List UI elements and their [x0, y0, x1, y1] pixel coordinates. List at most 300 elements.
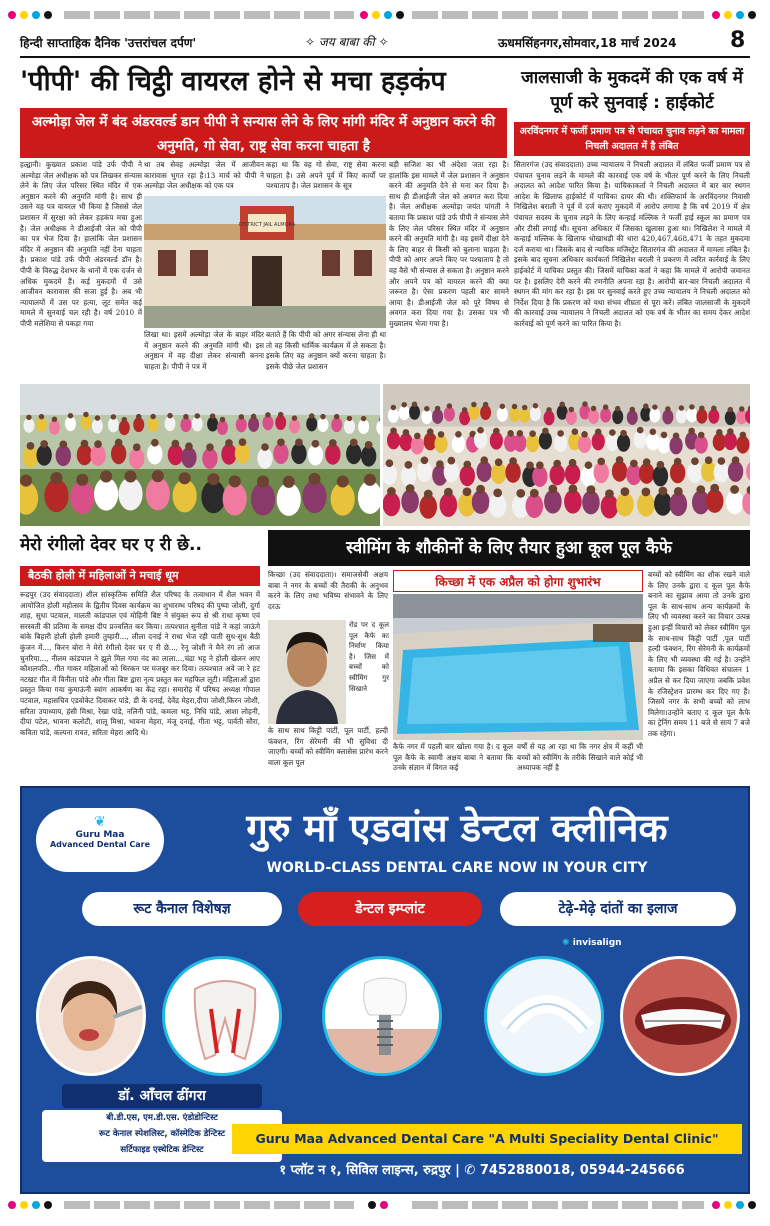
crowd-head	[529, 430, 536, 437]
crowd-head	[337, 475, 349, 487]
crowd-head	[517, 430, 524, 437]
crowd-figure	[118, 478, 142, 511]
crowd-figure	[70, 481, 94, 514]
crowd-head	[493, 488, 502, 497]
crowd-head	[728, 407, 734, 413]
crowd-head	[559, 402, 565, 408]
crowd-figure	[401, 489, 419, 513]
crowd-figure	[80, 415, 91, 430]
crowd-figure	[444, 406, 455, 421]
tooth-logo-icon: ❦	[94, 814, 106, 830]
crowd-head	[447, 403, 453, 409]
crowd-figure	[578, 435, 591, 453]
crowd-head	[462, 407, 468, 413]
crowd-figure	[308, 444, 323, 465]
crowd-figure	[44, 479, 68, 512]
crowd-head	[334, 414, 340, 420]
crowd-head	[572, 428, 579, 435]
lead-headline: 'पीपी' की चिट्ठी वायरल होने से मचा हड़कंप	[20, 66, 446, 97]
masthead	[20, 28, 750, 58]
crowd-figure	[637, 493, 655, 517]
crowd-figure	[452, 435, 465, 453]
aligner-illustration	[484, 956, 604, 1076]
crowd-figure	[419, 495, 437, 519]
crowd-head	[548, 484, 557, 493]
crowd-head	[643, 458, 651, 466]
crowd-figure	[600, 408, 611, 423]
braces-smile-photo	[620, 956, 740, 1076]
crowd-head	[698, 432, 705, 439]
crowd-head	[605, 489, 614, 498]
invisalign-badge: ✺ invisalign	[562, 938, 622, 948]
ornament-icon: ✧	[378, 35, 389, 49]
crowd-figure	[388, 408, 399, 423]
crowd-head	[533, 403, 539, 409]
crowd-head	[94, 440, 102, 448]
lead-col-3a: कहा था कि वह गो सेवा, राष्ट्र सेवा करना चाहता है। उसे अपने पूर्व में किए कार्यों पर पश्चाताप है। जेल प्रशासन के सूत्र	[266, 160, 386, 191]
ad-tagline: WORLD-CLASS DENTAL CARE NOW IN YOUR CITY	[266, 860, 648, 876]
crowd-head	[421, 456, 429, 464]
crowd-head	[493, 428, 500, 435]
crowd-figure	[627, 410, 638, 425]
crowd-head	[50, 472, 62, 484]
crowd-figure	[564, 490, 582, 514]
crowd-figure	[509, 407, 520, 422]
bottom-color-strip	[0, 1198, 770, 1212]
ad-contact	[222, 1160, 742, 1182]
crowd-head	[661, 432, 668, 439]
crowd-head	[347, 416, 353, 422]
crowd-head	[26, 415, 32, 421]
holi-headline: मेरो रंगीलो देवर घर ए री छे..	[20, 535, 202, 555]
crowd-figure	[346, 443, 361, 464]
crowd-figure	[657, 436, 670, 454]
crowd-head	[185, 442, 193, 450]
crowd-head	[81, 440, 89, 448]
crowd-figure	[411, 437, 424, 455]
crowd-head	[471, 402, 477, 408]
crowd-head	[20, 474, 32, 486]
crowd-head	[699, 405, 705, 411]
crowd-figure	[687, 462, 702, 483]
crowd-head	[711, 406, 717, 412]
crowd-head	[435, 406, 441, 412]
crowd-head	[111, 414, 117, 420]
crowd-figure	[480, 405, 491, 420]
crowd-head	[124, 470, 136, 482]
crowd-figure	[513, 434, 526, 452]
crowd-head	[542, 428, 549, 435]
crowd-head	[329, 439, 337, 447]
crowd-figure	[119, 420, 130, 435]
top-color-strip	[0, 8, 770, 22]
crowd-head	[463, 461, 471, 469]
crowd-figure	[146, 477, 170, 510]
crowd-head	[68, 413, 74, 419]
crowd-figure	[421, 409, 432, 424]
crowd-figure	[601, 495, 619, 519]
crowd-head	[718, 457, 726, 465]
crowd-head	[740, 432, 747, 439]
crowd-head	[553, 460, 561, 468]
crowd-figure	[251, 483, 275, 516]
service-implant: डेन्टल इम्प्लांट	[298, 892, 482, 926]
crowd-head	[536, 461, 544, 469]
crowd-head	[483, 402, 489, 408]
crowd-head	[688, 428, 695, 435]
crowd-head	[569, 459, 577, 467]
crowd-head	[412, 402, 418, 408]
crowd-head	[476, 485, 485, 494]
crowd-head	[727, 428, 734, 435]
crowd-figure	[654, 492, 672, 516]
court-headline: जालसाजी के मुकदमें की एक वर्ष में पूर्ण करे सुनवाई : हाईकोर्ट	[521, 68, 743, 113]
crowd-head	[597, 458, 605, 466]
crowd-head	[436, 460, 444, 468]
crowd-head	[133, 443, 141, 451]
crowd-head	[643, 403, 649, 409]
dental-implant-illustration	[322, 956, 442, 1076]
crowd-figure	[223, 482, 247, 515]
crowd-head	[206, 443, 214, 451]
crowd-head	[309, 413, 315, 419]
crowd-head	[283, 476, 295, 488]
crowd-figure	[662, 409, 673, 424]
lamp-icon: ✧	[305, 35, 316, 49]
crowd-figure	[742, 491, 750, 515]
crowd-head	[179, 472, 191, 484]
crowd-figure	[217, 420, 228, 435]
crowd-head	[391, 405, 397, 411]
crowd-head	[427, 428, 434, 435]
crowd-figure	[302, 480, 326, 513]
crowd-head	[615, 406, 621, 412]
crowd-head	[609, 429, 616, 436]
holi-event-photo-1	[20, 384, 380, 526]
crowd-figure	[728, 461, 743, 482]
crowd-head	[136, 414, 142, 420]
crowd-figure	[582, 490, 600, 514]
crowd-head	[387, 487, 396, 496]
page-number: 8	[730, 28, 746, 53]
crowd-head	[665, 406, 671, 412]
crowd-head	[100, 470, 112, 482]
doctor-name: डॉ. आँचल ढींगरा	[62, 1084, 262, 1108]
crowd-head	[585, 461, 593, 469]
crowd-head	[150, 414, 156, 420]
crowd-head	[239, 414, 245, 420]
holi-body: रूद्रपुर (उद संवाददाता) शील सांस्कृतिक समिति शैल परिषद के तत्वाधान में शैल भवन में आयोजित होली महोत्सव के द्वितीय दिवस कार्यक्रम का शुभारम्भ परिषद की पुष्पा जोशी, दुर्गा शाह, सुधा पटवाल, मालती कांडपाल एवं मोहिनी बिष्ट ने संयुक्त रूप से श्री राधा कृष्ण एवं सरस्वती की प्रतिमा के समक्ष दीप प्रज्वलित कर किया। तत्पश्चात सुनीता पांडे ने कहां जाऊंगे बांके बिहारी होली होली हमारी तुम्हारी..., लीला दनाई ने राधा भेज रही पाती सुध-सुध बैठी कुंजन में..., किरन बोरा ने मेरो रंगीलो देवर घर ए री छे..., रेनू जोशी ने मैने रंग लो आज चुनरिया..., नीलम कांडपाल ने झूले मिल गया नंद का लाला...,चंद्रा भट्ट ने होली खेलन आए कौशलपति.. गीत गाकर महिलाओं को थिरकन पर मजबूर कर दिया। तत्पश्चात अवे जा रे हट नटखट गीत में विनीता पांडे और गीता बिष्ट द्वारा नृत्य प्रस्तुत कर महफिल लूटी। महिलाओं द्वारा प्रस्तुत किया गया कुमाऊंनी स्वांग आकर्षण का केंद्र रहा। समारोह में परिषद अध्यक्ष गोपाल पटवाल, महासचिव एडवोकेट दिवाकर पांडे, डी के दनाई, देवेंद्र मेहरा,दीपा जोशी,किरन जोशी, सरिता उपाध्याय, हंसी मिश्रा, रेखा पांडे, नलिनी पांडे, कमला भट्ट, निधि पांडे, आशा लोहनी, दीपा पटेल, भावना कलोटी, शालू मिश्रा, भावना मेहरा, मंजू दनाई, गीता भट्ट, पार्वती सौरा, कविता पांडे, कल्पना रावत, सरिता मेहरा आदि थे।	[20, 590, 260, 737]
crowd-figure	[519, 408, 530, 423]
crowd-head	[277, 438, 285, 446]
lead-col-4: बड़ी सजिश का भी अंदेशा जता रहा है। हालांकि इस मामले में जेल प्रशासन ने अनुष्ठान करने की अनुमति देने से मना कर दिया है। साथ ही डीआईजी जेल को अवगत करा दिया है। जेल अधीक्षक अल्मोड़ा जयंत पांगती ने बताया कि प्रकाश पांडे उर्फ पीपी ने संन्यास लेने के लिए जेल परिसर स्थित मंदिर में अनुष्ठान करने की अनुमति मांगी है। वह इसमें दीक्षा देने के लिए बाहर से किसी को बुलाना चाहता है। पीपी को अगर अपने किए पर पश्चाताप है तो वह वैसे भी संन्यास ले सकता है। अनुष्ठान करने और अपने पत्र को वायरल करने की क्या जरूरत है। ऐसा प्रकरण पहली बार सामने आया है। डीआईजी जेल को पूरे विषय से अवगत करा दिया गया है। उसका पत्र भी मुख्यालय भेजा गया है।	[389, 160, 509, 328]
lead-subheadline: अल्मोड़ा जेल में बंद अंडरवर्ल्ड डान पीपी ने सन्यास लेने के लिए मांगी मंदिर में अनुष्ठान करने की अनुमति, गो सेवा, राष्ट्र सेवा करना चाहता है	[20, 108, 507, 158]
crowd-head	[115, 439, 123, 447]
ad-title: गुरु माँ एडवांस डेन्टल क्लीनिक	[246, 806, 668, 850]
crowd-head	[59, 441, 67, 449]
crowd-head	[603, 404, 609, 410]
crowd-head	[122, 417, 128, 423]
crowd-head	[295, 439, 303, 447]
court-body: सितारगंज (उद संवाददाता) उच्च न्यायालय ने निचली अदालत में लंबित फर्जी प्रमाण पत्र से पंचायत चुनाव लड़ने के मामले की कारवाई एक वर्ष के भीतर पूर्ण करने के लिए निचली अदालत को आदेश पारित किया है। याचिकाकर्ता ने निचली अदालत में बार बार स्थगन आदेश के खिलाफ हाईकोर्ट में याचिका दायर की थी। शक्तिफार्म के अरविंदनगर निवासी निखिलेश बराली ने पूर्व में दर्ज कराए मुकदमें में आरोप लगाया है कि वर्ष 2019 में क्षेत्र पंचायत सदस्य के चुनाव लड़ने के लिए कन्हाई मल्लिक ने फर्जी हाई स्कूल का प्रमाण पत्र और टीसी लगाई थी। सूचना अधिकार में जिसका खुलासा हुआ था। निखिलेश ने मामले में कन्हाई मल्लिक के खिलाफ धोखाधड़ी की धारा 420,467,468,471 के तहत मुकदमा दर्ज कराया था। जिसके बाद से न्यायिक मजिस्ट्रेट सितारगंज की अदालत में मामला लंबित है। इसके बाद सूचना अधिकार कार्यकर्ता निखिलेश बराली ने प्रकरण में त्वरित कार्रवाई के लिए हाईकोर्ट में याचिका प्रस्तुत की। जिसमें याचिका कर्ता ने कहा कि मामले में आरोपी जमानत पर है। इसलिए देरी करने की रणनीति अपना रहा है। आरोपी बार-बार निचली अदालत में स्थगन की मांग कर रहा है। इस पर सुनवाई करते हुए उच्च न्यायालय ने निचली अदालत को निर्देश दिया है कि प्रकरण को यथा संभव शीघ्रता से पूरा करें। लंबित जालसाजी के मुकदमें की कारवाई उच्च न्यायालय ने निचली अदालत को एक वर्ष के भीतर का समय देकर आदेश कार्रवाई को पूर्ण करने का पारित किया है।	[514, 160, 750, 328]
crowd-head	[495, 458, 503, 466]
crowd-head	[167, 413, 173, 418]
crowd-head	[350, 439, 358, 447]
crowd-head	[424, 490, 433, 499]
crowd-figure	[23, 418, 34, 433]
jail-building-photo	[144, 196, 386, 328]
crowd-head	[509, 457, 517, 465]
crowd-head	[569, 407, 575, 413]
crowd-figure	[440, 493, 458, 517]
crowd-figure	[526, 434, 539, 452]
service-braces: टेढ़े-मेढ़े दांतों का इलाज	[500, 892, 736, 926]
crowd-head	[657, 461, 665, 469]
crowd-head	[650, 429, 657, 436]
crowd-head	[424, 406, 430, 412]
crowd-head	[557, 430, 564, 437]
lead-col-2a: था तब सेवह अल्मोड़ा जेल में आजीवन कारावास भुगत रहा है।13 मार्च को पीपी ने अल्मोड़ा जेल अधीक्षक को एक पत्र	[144, 160, 264, 191]
crowd-head	[569, 484, 578, 493]
crowd-head	[312, 440, 320, 448]
crowd-head	[630, 407, 636, 413]
cafe-mid-bottom-a: कैफे नगर में पहली बार खोला गया है। द कूल पूल कैफे के स्वामी अक्षय बाबा ने बताया कि उनके संज्ञान में विगत कई	[393, 742, 513, 773]
crowd-figure	[474, 431, 487, 449]
lead-col-1: हल्द्वानी। कुख्यात प्रकाश पांडे उर्फ पीपी ने अल्मोड़ा जेल अधीक्षक को पत्र लिखकर संन्यास लेने के लिए जेल परिसर स्थित मंदिर में एक अनुष्ठान करने की अनुमति मांगी है। साथ ही उसने यह पत्र वायरल भी किया है जिससे जेल प्रशासन में सुरक्षा को लेकर हड़कंप मचा हुआ है। जेल अधीक्षक ने डीआईजी जेल को पीपी का पत्र भेज दिया है। हालांकि जेल प्रशासन मंदिर में अनुष्ठान की अनुमति नहीं देना चाहता है। प्रकाश पांडे उर्फ पीपी अंडरवर्ल्ड डॉन है। पीपी के विरुद्ध देशभर के थानों में एक दर्जन से अधिक मुकदमे हैं। कई मुकदमों में उसे आजीवन कारावास की सजा हुई है। अब भी न्यायालयों में उस पर हत्या, लूट समेत कई मामले में सुनवाई चल रही है। वर्ष 2010 में पीपी मलेशिया से पकड़ा गया	[20, 160, 142, 328]
address-text: १ प्लॉट न १, सिविल लाइन्स, रुद्रपुर	[279, 1163, 451, 1178]
crowd-figure	[358, 481, 380, 514]
crowd-figure	[417, 461, 432, 482]
crowd-head	[621, 487, 630, 496]
swimming-pool-photo	[393, 594, 643, 740]
crowd-figure	[94, 478, 118, 511]
crowd-head	[257, 475, 269, 487]
crowd-figure	[649, 408, 660, 423]
logo-line-2: Advanced Dental Care	[49, 840, 151, 849]
crowd-figure	[497, 407, 508, 422]
crowd-figure	[724, 432, 737, 450]
crowd-head	[386, 459, 394, 467]
crowd-head	[679, 405, 685, 411]
crowd-head	[365, 441, 373, 449]
crowd-figure	[387, 431, 400, 449]
cafe-mid-bottom-b: वर्षों से यह आ रहा था कि नगर क्षेत्र में कहीं भी बच्चों को स्वीमिंग के तरीके सिखाने वाले कोई भी अध्यापक नहीं है	[517, 742, 643, 773]
dental-ad	[20, 786, 750, 1194]
crowd-head	[691, 457, 699, 465]
crowd-figure	[344, 419, 355, 434]
lead-col-2b: लिखा था। इसमें अल्मोड़ा जेल के बाहर मंदिर में अनुष्ठान करने की अनुमति मांगी थी। इस अनुष्ठान में वह दीक्षा लेकर संन्यासी बनना चाहता है। पीपी ने पत्र में	[144, 330, 264, 371]
qual-line-1: बी.डी.एस, एम.डी.एस. एंडोडोन्टिस्ट	[106, 1113, 218, 1123]
crowd-figure	[544, 410, 555, 425]
crowd-figure	[746, 461, 750, 482]
crowd-head	[463, 487, 472, 496]
crowd-head	[76, 474, 88, 486]
crowd-figure	[383, 492, 400, 516]
lead-col-3b: बताते हैं कि पीपी को अगर संन्यास लेना ही था तो वह किसी धार्मिक कार्यक्रम में ले सकता है। इसके लिए वह अनुष्ठान क्यों करना चाहता है। इसके पीछे जेल प्रशासन	[266, 330, 386, 371]
service-root-canal: रूट कैनाल विशेषज्ञ	[82, 892, 282, 926]
crowd-figure	[277, 483, 301, 516]
cafe-right-col: बच्चों को स्वीमिंग का शौक रखने वाले के लिए उनके द्वारा द कूल पूल कैफे बनाने का सुझाव आया तो उनके द्वारा पूल के साथ-साथ अन्य कार्यक्रमों के लिए भी व्यवस्था करने का विचार उत्पन्न हुआ इन्हीं विचारों को लेकर स्वीमिंग पूल के साथ-साथ किट्टी पार्टी ,पूल पार्टी हल्दी फंक्शन, रिंग सेरेमनी के कार्यक्रमों के लिए भी व्यवस्था की गई है। उन्होंने बताया कि इसका विधिवत संचालन 1 अप्रैल से कर दिया जाएगा जबकि प्रवेश के रजिस्ट्रेशन प्रारम्भ कर दिए गए हैं। जिसमें नगर के सभी बच्चों को लाभ मिलेगा।उन्होंने बताए द कूल पूल कैफे का ट्रेनिंग समय 11 बजे से सायं 7 बजे तक रहेगा।	[648, 570, 750, 738]
crowd-head	[438, 431, 445, 438]
crowd-head	[151, 439, 159, 447]
crowd-head	[292, 415, 298, 421]
crowd-figure	[708, 409, 719, 424]
crowd-head	[444, 488, 453, 497]
crowd-head	[320, 414, 326, 420]
ad-logo-box	[36, 808, 164, 872]
divider: |	[455, 1163, 465, 1178]
crowd-head	[229, 475, 241, 487]
crowd-head	[172, 440, 180, 448]
phone-text: 7452880018, 05944-245666	[479, 1163, 685, 1178]
qual-line-2: रूट केनाल स्पेशलिस्ट, कॉस्मेटिक डेन्टिस्ट	[98, 1129, 226, 1139]
holi-event-photo-2	[383, 384, 750, 526]
crowd-head	[261, 443, 269, 451]
crowd-head	[673, 432, 680, 439]
patient-photo	[36, 956, 146, 1076]
crowd-head	[95, 415, 101, 421]
crowd-figure	[36, 417, 47, 432]
crowd-head	[225, 439, 233, 447]
crowd-head	[210, 413, 216, 419]
crowd-figure	[399, 405, 410, 420]
crowd-figure	[376, 420, 380, 435]
crowd-head	[522, 405, 528, 411]
crowd-figure	[550, 464, 565, 485]
root-canal-tooth-illustration	[162, 956, 282, 1076]
dateline: ऊधमसिंहनगर,सोमवार,18 मार्च 2024	[498, 36, 677, 50]
crowd-head	[732, 456, 740, 464]
crowd-head	[705, 456, 713, 464]
crowd-figure	[306, 416, 317, 431]
jail-sign-text: DISTRICT JAIL ALMORA	[238, 222, 296, 228]
crowd-head	[582, 401, 588, 407]
crowd-head	[27, 442, 35, 450]
crowd-figure	[696, 409, 707, 424]
crowd-figure	[634, 431, 647, 449]
crowd-head	[674, 487, 683, 496]
cafe-col-1-top: किच्छा (उद संवाददाता)। समाजसेवी अक्षय बाबा ने नगर के बच्चों की तैराकी के अनुभव करने के लिए तथा भविष्य संभावने के लिए दरऊ	[268, 570, 388, 611]
crowd-figure	[526, 494, 544, 518]
crowd-head	[195, 413, 201, 419]
crowd-head	[251, 414, 257, 420]
crowd-head	[403, 429, 410, 436]
crowd-head	[220, 417, 226, 423]
crowd-figure	[165, 416, 176, 431]
crowd-head	[183, 414, 189, 420]
crowd-figure	[669, 436, 682, 454]
crowd-head	[278, 412, 284, 418]
crowd-head	[689, 404, 695, 410]
crowd-head	[455, 431, 462, 438]
crowd-head	[595, 429, 602, 436]
crowd-head	[401, 402, 407, 408]
crowd-head	[710, 484, 719, 493]
crowd-figure	[432, 409, 443, 424]
akshay-baba-portrait	[268, 620, 346, 724]
crowd-head	[516, 489, 525, 498]
crowd-figure	[383, 464, 397, 485]
crowd-head	[620, 430, 627, 437]
crowd-figure	[695, 436, 708, 454]
logo-line-1: Guru Maa	[75, 830, 125, 840]
crowd-figure	[554, 434, 567, 452]
crowd-head	[361, 416, 367, 422]
crowd-head	[674, 458, 682, 466]
court-subheadline: अरविंदनगर में फर्जी प्रमाण पत्र से पंचायत चुनाव लड़ने का मामला निचली अदालत में है लंबित	[514, 122, 750, 156]
crowd-head	[630, 460, 638, 468]
holi-subheadline: बैठकी होली में महिलाओं ने मचाई धूम	[20, 566, 260, 586]
crowd-figure	[148, 417, 159, 432]
crowd-figure	[489, 494, 507, 518]
ad-banner: Guru Maa Advanced Dental Care "A Multi Speciality Dental Clinic"	[232, 1124, 742, 1154]
crowd-head	[414, 433, 421, 440]
crowd-figure	[706, 489, 724, 513]
phone-icon: ✆	[464, 1163, 476, 1178]
crowd-figure	[670, 492, 688, 516]
crowd-head	[616, 456, 624, 464]
crowd-figure	[544, 490, 562, 514]
crowd-head	[480, 456, 488, 464]
crowd-figure	[592, 432, 605, 450]
crowd-figure	[646, 432, 659, 450]
crowd-figure	[472, 490, 490, 514]
crowd-head	[207, 473, 219, 485]
crowd-figure	[92, 419, 103, 434]
crowd-figure	[588, 409, 599, 424]
crowd-figure	[409, 405, 420, 420]
crowd-head	[652, 404, 658, 410]
crowd-head	[730, 485, 739, 494]
crowd-head	[696, 485, 705, 494]
crowd-head	[39, 414, 45, 420]
qual-line-3: सर्टिफाइड एस्थेटिक डेन्टिस्ट	[120, 1145, 204, 1155]
crowd-figure	[532, 466, 547, 487]
crowd-head	[447, 457, 455, 465]
crowd-head	[308, 473, 320, 485]
crowd-head	[526, 461, 534, 469]
pool-photo-caption: किच्छा में एक अप्रैल को होगा शुभारंभ	[393, 570, 643, 592]
cafe-col-1-side: रोड पर द कूल पूल कैफे का निर्माण किया है। जिस में बच्चों को स्वीमिंग गुर सिखाने	[349, 621, 389, 693]
crowd-head	[152, 470, 164, 482]
crowd-head	[500, 404, 506, 410]
crowd-head	[512, 404, 517, 410]
crowd-figure	[616, 492, 634, 516]
crowd-head	[587, 485, 596, 494]
crowd-head	[507, 430, 514, 437]
crowd-figure	[275, 415, 286, 430]
cafe-col-1-bottom: के साथ साथ किट्टी पार्टी, पूल पार्टी, हल्दी फंक्शन, रिंग सेरेमनी की भी सुविधा दी जाएगी। बच्चों को स्वीमिंग क्लासेस प्रारंभ करने वाला कूल पूल	[268, 726, 388, 767]
crowd-figure	[490, 432, 503, 450]
crowd-head	[265, 412, 271, 418]
crowd-head	[637, 427, 644, 434]
crowd-figure	[726, 490, 744, 514]
crowd-head	[405, 461, 413, 469]
tagline: ✧ जय बाबा की ✧	[305, 35, 389, 49]
crowd-head	[739, 406, 745, 412]
crowd-head	[390, 427, 397, 434]
crowd-head	[364, 474, 376, 486]
crowd-head	[52, 417, 58, 423]
crowd-head	[591, 406, 597, 412]
crowd-figure	[401, 466, 416, 487]
crowd-head	[239, 438, 247, 446]
paper-name: हिन्दी साप्ताहिक दैनिक 'उत्तरांचल दर्पण'	[20, 36, 197, 50]
crowd-head	[642, 488, 651, 497]
cafe-headline: स्वीमिंग के शौकीनों के लिए तैयार हुआ कूल पूल कैफे	[268, 530, 750, 566]
crowd-head	[716, 429, 723, 436]
crowd-head	[581, 431, 588, 438]
